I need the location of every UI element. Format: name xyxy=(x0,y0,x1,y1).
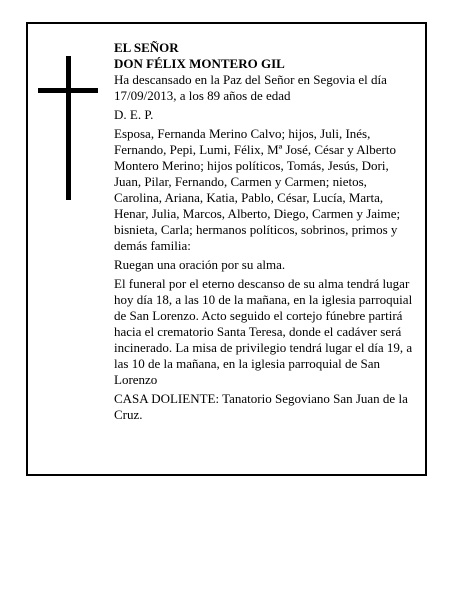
dep-text: D. E. P. xyxy=(114,107,154,122)
title-line-1: EL SEÑOR xyxy=(114,40,179,55)
cross-horizontal-bar xyxy=(38,88,98,93)
cross-icon xyxy=(38,56,98,200)
funeral-details: El funeral por el eterno descanso de su alma tendrá lugar hoy día 18, a las 10 de la mañana, en la iglesia parroquial de San Lorenzo. Acto seguido el cortejo fúnebre partirá hacia el crematorio Santa Teresa, donde el cadáver será incinerado. La misa de privilegio tendrá lugar el día 19, a las 10 de la mañana, en la iglesia parroquial de San Lorenzo xyxy=(114,276,413,387)
cross-vertical-bar xyxy=(66,56,71,200)
deceased-name: DON FÉLIX MONTERO GIL xyxy=(114,56,285,71)
prayer-request: Ruegan una oración por su alma. xyxy=(114,257,286,272)
casa-doliente: CASA DOLIENTE: Tanatorio Segoviano San Juan de la Cruz. xyxy=(114,391,408,422)
obituary-notice xyxy=(26,22,427,476)
family-list: Esposa, Fernanda Merino Calvo; hijos, Juli, Inés, Fernando, Pepi, Lumi, Félix, Mª José, César y Alberto Montero Merino; hijos políticos, Tomás, Jesús, Dori, Juan, Pilar, Fernando, Carmen y Carmen; nietos, Carolina, Ariana, Katia, Pablo, César, Lucía, Marta, Henar, Julia, Marcos, Alberto, Diego, Carmen y Jaime; bisnieta, Carla; hermanos políticos, sobrinos, primos y demás familia: xyxy=(114,126,401,253)
death-announcement: Ha descansado en la Paz del Señor en Segovia el día 17/09/2013, a los 89 años de edad xyxy=(114,72,387,103)
notice-text xyxy=(114,40,416,426)
